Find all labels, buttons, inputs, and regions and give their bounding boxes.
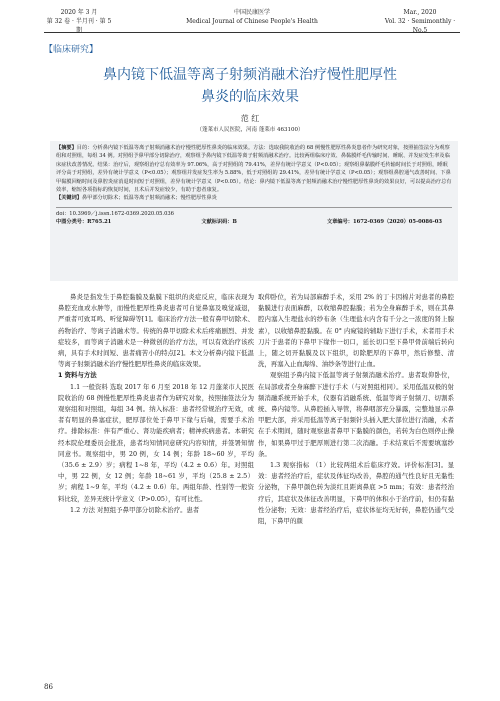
document-code: 文献标识码：B [201, 219, 237, 226]
doi: doi：10.3969／j.issn.1672-0369.2020.05.036 [56, 210, 174, 217]
header-left [44, 8, 114, 35]
keywords-label: 【关键词】 [56, 195, 82, 202]
header-volume: 第 32 卷 · 半月刊 · 第 5 期 [46, 18, 112, 34]
journal-name-en: Medical Journal of Chinese People's Health [186, 18, 318, 25]
method-paragraph-1: 取仰卧位，若为局部麻醉手术，采用 2% 的丁卡因棉片对患者的鼻腔黏膜进行表面麻醉，以收缩鼻腔黏膜；若为全身麻醉手术，则在其鼻腔内塞入生理盐水的纱布条（生理盐水内含有千分之一浓度的肾上腺素），以收缩鼻腔黏膜。在 0° 内窥镜的辅助下进行手术，术者用手术刀片于患者的下鼻甲下缘作一切口，延长切口至下鼻甲骨前端后转向上，随之切开黏膜及以下组织，切除肥厚的下鼻甲，然后修整、清洗，再塞入止血海绵、油纱条等进行止血。 [258, 293, 454, 369]
title-line-2: 鼻炎的临床效果 [201, 89, 299, 105]
author: 范 红 [240, 114, 260, 123]
abstract-paragraph [56, 144, 452, 194]
journal-name-cn: 中国民康医学 [233, 9, 270, 16]
method-paragraph-2: 观察组予鼻内镜下低温等离子射频消融术治疗。患者取仰卧位，在局部或者全身麻醉下进行手术（与对照组相同）。采用低温双极的射频消融系统开始手术，仪器有消融系统、低温等离子射频刀、切割系统、鼻内镜等。从鼻腔插入导管，将鼻咽部充分暴露，完整地显示鼻甲肥大部，并采用低温等离子射频针头插入肥大部位进行消融，术者在手术期间，随时观察患者鼻甲下黏膜的颜色，若转为白色则停止操作，如果鼻甲过于肥厚则进行第二次消融。手术结束后不需要填塞纱条。 [258, 371, 454, 458]
header-rule [44, 32, 460, 33]
article-number: 文章编号：1672-0369（2020）05-0086-03 [327, 219, 442, 226]
keywords: 鼻甲部分切除术；低温等离子射频消融术；慢性肥厚性鼻炎 [81, 195, 217, 202]
abstract-box [50, 141, 458, 281]
header-volume-en: Vol. 32 · Semimonthly · No.5 [384, 18, 456, 34]
header-date-en: Mar., 2020 [403, 9, 437, 16]
section-1-2: 1.2 方法 对照组予鼻甲部分切除术治疗。患者 [70, 505, 200, 514]
section-heading-1: 1 资料与方法 [58, 371, 97, 380]
clc-number: 中图分类号：R765.21 [56, 219, 112, 226]
header-right [380, 8, 460, 35]
title-line-1: 鼻内镜下低温等离子射频消融术治疗慢性肥厚性 [103, 67, 397, 83]
column-tag: 【临床研究】 [44, 45, 99, 55]
affiliation: （蓬莱市人民医院，河南 蓬莱市 463100） [196, 127, 304, 133]
section-1-1: 1.1 一般资料 选取 2017 年 6 月至 2018 年 12 月蓬莱市人民医院收治的 68 例慢性肥厚性鼻炎患者作为研究对象，按照抽签法分为观察组和对照组，每组 34 例。纳入标准：患者经常规治疗无效，或者有明显的鼻塞症状，肥厚部位处于鼻甲下缘与后端，需要手术治疗。排除标准：伴有严重心、肾功能疾病者；精神疾病患者。本研究经本院伦理委员会批准，患者均知情同意研究内容知情，并签署知情同意书。观察组中，男 20 例，女 14 例；年龄 18~60 岁，平均（35.6 ± 2.9）岁；病程 1~8 年，平均（4.2 ± 0.6）年。对照组中，男 22 例，女 12 例；年龄 18~61 岁，平均（25.8 ± 2.5）岁；病程 1~9 年，平均（4.2 ± 0.6）年。两组年龄、性别等一般资料比较，差异无统计学意义（P>0.05），有可比性。 [58, 382, 254, 503]
keywords-line [56, 194, 452, 202]
header-date: 2020 年 3 月 [60, 9, 98, 16]
page-number: 86 [44, 683, 53, 691]
article-title [60, 64, 440, 108]
section-1-3: 1.3 观察指标 （1）比较两组术后临床疗效。评价标准[3]。显效：患者经治疗后，症状及体征均改善，鼻腔的通气性良好且无黏性分泌物，下鼻甲颜色转为淡红且距离鼻底 >5 mm；有效：患者经治疗后，其症状及体征改善明显，下鼻甲的体积小于治疗前，但仍有黏性分泌物；无效：患者经治疗后，症状体征均无好转，鼻腔仍通气受阻，下鼻甲的颜 [258, 461, 454, 526]
abstract-label: 【摘要】 [56, 145, 77, 151]
header-center [167, 8, 337, 26]
classification-line [56, 218, 452, 226]
abstract-text: 目的：分析鼻内镜下低温等离子射频消融术治疗慢性肥厚性鼻炎的临床效果。方法：选取我院收治的 68 例慢性肥厚性鼻炎患者作为研究对象，按照抽签法分为观察组和对照组，每组 34 例。对照组予鼻甲部分切除治疗，观察组予鼻内镜下低温等离子射频消融术治疗。比较两组临床疗效、鼻黏膜纤毛传输时间、睡眠、并发症发生率及临床症状改善情况。结果：治疗后，观察组治疗总有效率为 97.06%，高于对照组的 79.41%，差异有统计学意义（P<0.05）；观察组鼻黏膜纤毛传输时间长于对照组，睡眠评分高于对照组，差异有统计学意义（P<0.05）；观察组并发症发生率为 5.88%，低于对照组的 29.41%，差异有统计学意义（P<0.05）；观察组鼻腔通气改善时间、下鼻甲黏膜回缩时间及鼻腔炎症消退时间短于对照组，差异有统计学意义（P<0.05）。结论：鼻内镜下低温等离子射频消融术治疗慢性肥厚性鼻炎的效果良好，可以提高治疗总有效率，缩短各项指标的恢复时间，且术后并发症较少，有助于患者康复。 [56, 145, 452, 194]
intro-paragraph: 鼻炎是指发生于鼻腔黏膜及黏膜下组织的炎症反应，临床表现为鼻腔充血或水肿等，而慢性肥厚性鼻炎患者可自觉鼻塞及嗅觉减退，严重者可致耳鸣、听觉障碍等[1]。临床治疗方法一般有鼻甲切除术、药物治疗、等离子消融术等。传统的鼻甲切除术术后疼痛剧烈、并发症较多，而等离子消融术是一种微创的治疗方法，可以有效治疗该疾病，具有手术时间短、患者痛苦小的特点[2]。本文分析鼻内镜下低温等离子射频消融术治疗慢性肥厚性鼻炎的临床效果。 [58, 293, 254, 369]
body-column-left [58, 292, 254, 516]
abstract-divider [56, 207, 452, 208]
body-column-right [258, 292, 454, 527]
